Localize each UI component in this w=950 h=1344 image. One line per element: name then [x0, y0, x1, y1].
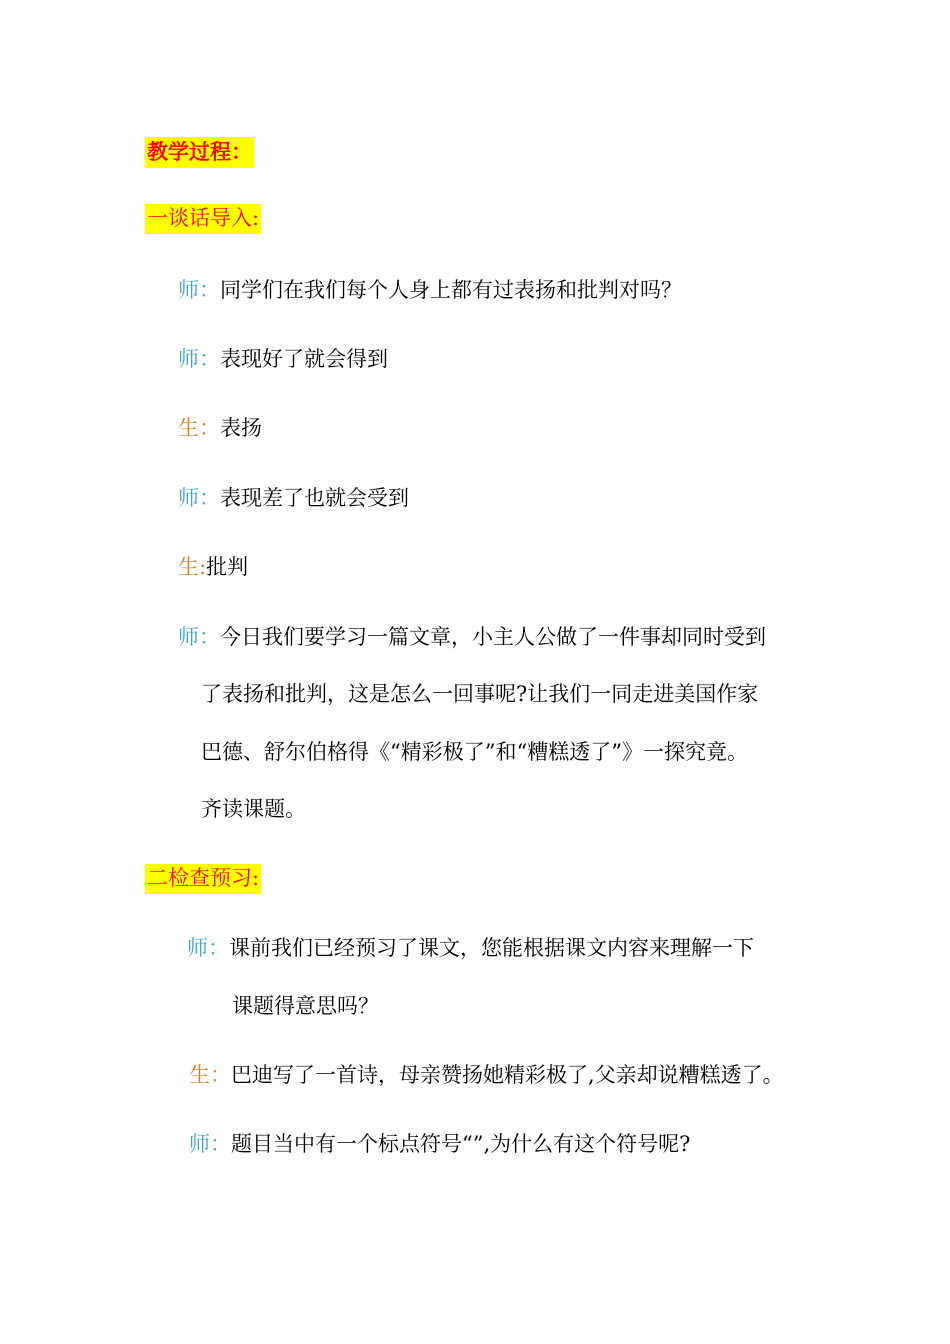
- line-continuation: 齐读课题。: [201, 797, 306, 821]
- speaker-student: 生：: [178, 416, 220, 440]
- dialogue-line: [178, 488, 409, 509]
- line-text: 表现好了就会得到: [220, 347, 388, 371]
- line-continuation: 课题得意思吗？: [232, 994, 379, 1018]
- section-heading-preview: 二检查预习:: [145, 868, 261, 889]
- speaker-teacher: 师：: [187, 936, 229, 960]
- dialogue-line: [189, 1134, 690, 1155]
- dialogue-line: [178, 627, 766, 648]
- line-text: 今日我们要学习一篇文章，小主人公做了一件事却同时受到: [220, 625, 766, 649]
- line-continuation: 了表扬和批判，这是怎么一回事呢?让我们一同走进美国作家: [201, 682, 759, 706]
- line-text: 表扬: [220, 416, 262, 440]
- dialogue-line: [178, 280, 682, 301]
- dialogue-line: [189, 1065, 784, 1086]
- line-text: 同学们在我们每个人身上都有过表扬和批判对吗？: [220, 278, 682, 302]
- line-continuation: 巴德、舒尔伯格得《“精彩极了”和“糟糕透了”》一探究竟。: [201, 740, 748, 764]
- section-heading-intro: 一谈话导入:: [145, 208, 261, 229]
- speaker-student: 生：: [189, 1063, 231, 1087]
- speaker-teacher: 师：: [178, 347, 220, 371]
- dialogue-line: [187, 938, 754, 959]
- speaker-teacher: 师：: [189, 1132, 231, 1156]
- speaker-teacher: 师：: [178, 625, 220, 649]
- line-text: 表现差了也就会受到: [220, 486, 409, 510]
- line-text: 题目当中有一个标点符号“”,为什么有这个符号呢?: [231, 1132, 691, 1156]
- section-heading-process: 教学过程：: [145, 141, 254, 163]
- speaker-teacher: 师：: [178, 486, 220, 510]
- dialogue-line: [178, 418, 262, 439]
- dialogue-line: [178, 557, 248, 578]
- line-text: 巴迪写了一首诗，母亲赞扬她精彩极了,父亲却说糟糕透了。: [231, 1063, 784, 1087]
- line-text: 课前我们已经预习了课文，您能根据课文内容来理解一下: [229, 936, 754, 960]
- speaker-student: 生:: [178, 555, 207, 579]
- line-text: 批判: [206, 555, 249, 579]
- speaker-teacher: 师：: [178, 278, 220, 302]
- dialogue-line: [178, 349, 388, 370]
